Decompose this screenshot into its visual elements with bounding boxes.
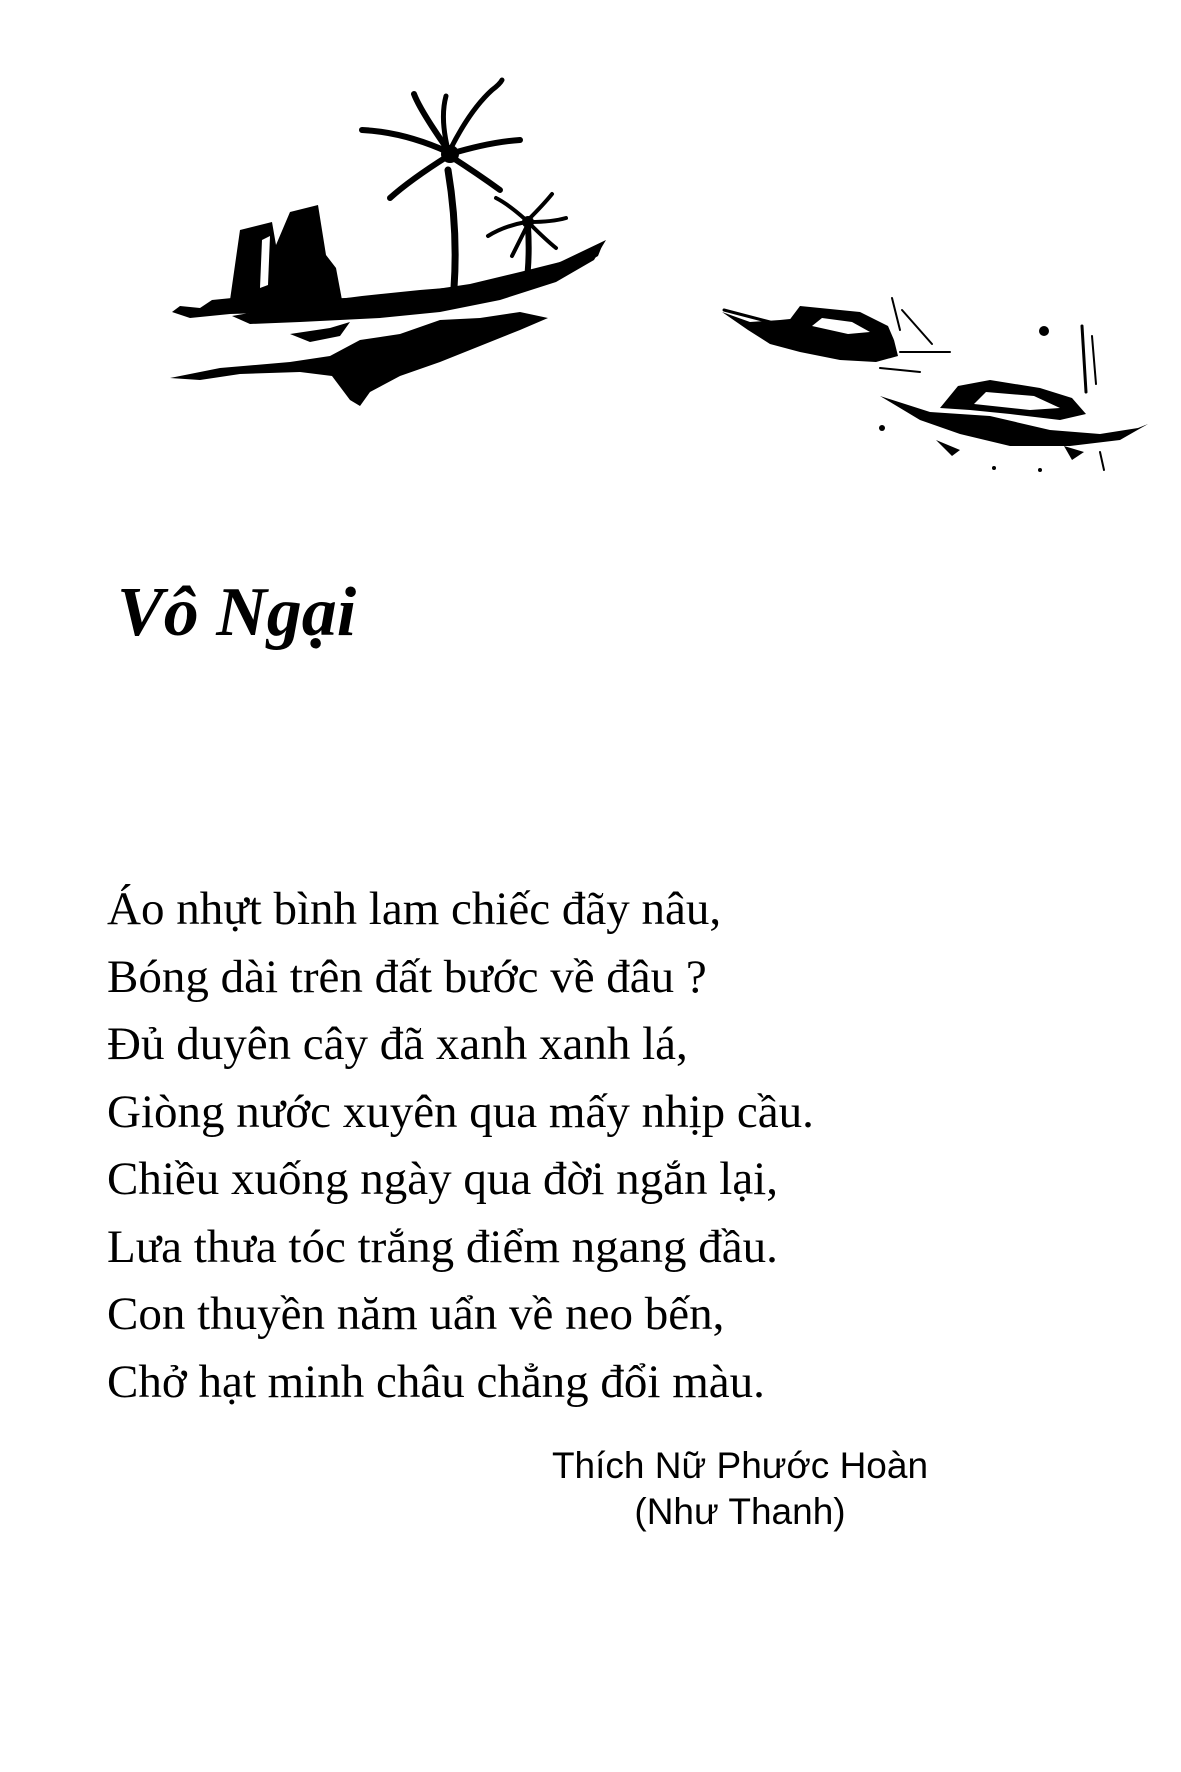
poem-line: Chở hạt minh châu chẳng đổi màu.	[107, 1355, 765, 1408]
poem-line: Lưa thưa tóc trắng điểm ngang đầu.	[107, 1220, 778, 1273]
ink-illustration	[0, 0, 1181, 500]
island-palm-illustration	[170, 80, 606, 406]
poem-line: Đủ duyên cây đã xanh xanh lá,	[107, 1018, 688, 1070]
poem-body	[107, 876, 814, 1416]
author-signature	[530, 1443, 950, 1535]
poem-line: Con thuyền năm uẩn về neo bến,	[107, 1288, 725, 1340]
poem-line: Bóng dài trên đất bước về đâu ?	[107, 950, 707, 1003]
author-pen-name: (Như Thanh)	[634, 1491, 846, 1532]
author-name: Thích Nữ Phước Hoàn	[551, 1445, 929, 1486]
poem-line: Giòng nước xuyên qua mấy nhịp cầu.	[107, 1085, 814, 1138]
poem-line: Áo nhựt bình lam chiếc đãy nâu,	[107, 883, 722, 935]
poem-line: Chiều xuống ngày qua đời ngắn lại,	[107, 1153, 778, 1205]
poem-title: Vô Ngại	[117, 574, 357, 651]
boats-illustration	[722, 298, 1148, 472]
